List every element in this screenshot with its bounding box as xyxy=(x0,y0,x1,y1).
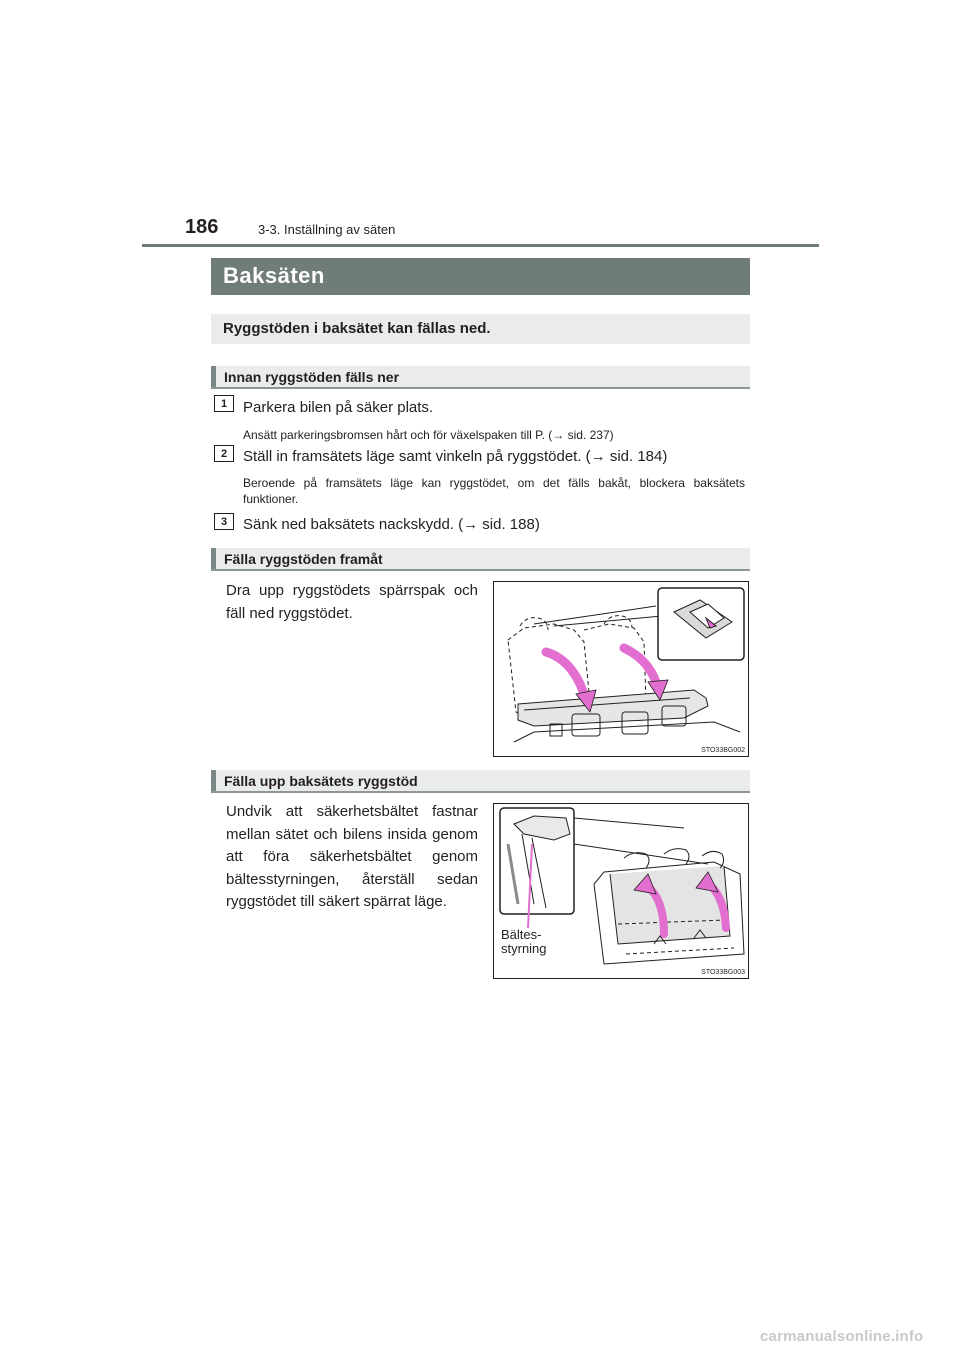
page-title: Baksäten xyxy=(223,263,325,288)
header-rule xyxy=(142,244,819,247)
subheading-text: Innan ryggstöden fälls ner xyxy=(224,369,400,385)
page-number: 186 xyxy=(185,216,219,238)
figure-fold-forward xyxy=(493,581,749,757)
belt-guide-label-line: Bältes- xyxy=(501,927,542,942)
subheading-raise-backrest xyxy=(211,770,750,793)
step-1-note: Ansätt parkeringsbromsen hårt och för växelspaken till P. (→ sid. 237) xyxy=(243,428,614,442)
belt-guide-label-line: styrning xyxy=(501,941,547,956)
subheading-text: Fälla ryggstöden framåt xyxy=(224,551,383,567)
watermark: carmanualsonline.info xyxy=(760,1328,924,1345)
step-3-text: Sänk ned baksätets nackskydd. (→ sid. 188) xyxy=(243,516,540,533)
step-number-2: 2 xyxy=(214,445,234,462)
figure-code: STO33BG002 xyxy=(701,747,745,754)
belt-guide-label xyxy=(501,928,547,956)
intro-text: Ryggstöden i baksätet kan fällas ned. xyxy=(223,320,491,337)
intro-box xyxy=(211,314,750,344)
subheading-before-folding xyxy=(211,366,750,389)
chapter-title: 3-3. Inställning av säten xyxy=(258,222,396,237)
subheading-text: Fälla upp baksätets ryggstöd xyxy=(224,773,418,789)
step-2-note: Beroende på framsätets läge kan ryggstödet, om det fälls bakåt, blockera baksätets funktioner. xyxy=(243,476,745,506)
belt-guide-label-text xyxy=(501,928,547,956)
step-2-text: Ställ in framsätets läge samt vinkeln på ryggstödet. (→ sid. 184) xyxy=(243,448,668,465)
figure-raise-backrest xyxy=(493,803,749,979)
step-number-3: 3 xyxy=(214,513,234,530)
raise-backrest-text: Undvik att säkerhetsbältet fastnar mellan sätet och bilens insida genom att föra säkerhetsbältet genom bältesstyrningen, återställ sedan ryggstödet till säkert spärrat läge. xyxy=(226,803,478,910)
subheading-fold-forward xyxy=(211,548,750,571)
figure-code: STO33BG003 xyxy=(701,969,745,976)
seat-fold-illustration xyxy=(494,582,750,758)
fold-forward-text: Dra upp ryggstödets spärrspak och fäll ned ryggstödet. xyxy=(226,582,478,622)
step-number-1: 1 xyxy=(214,395,234,412)
step-1-text: Parkera bilen på säker plats. xyxy=(243,399,434,416)
section-title-bar xyxy=(211,258,750,295)
